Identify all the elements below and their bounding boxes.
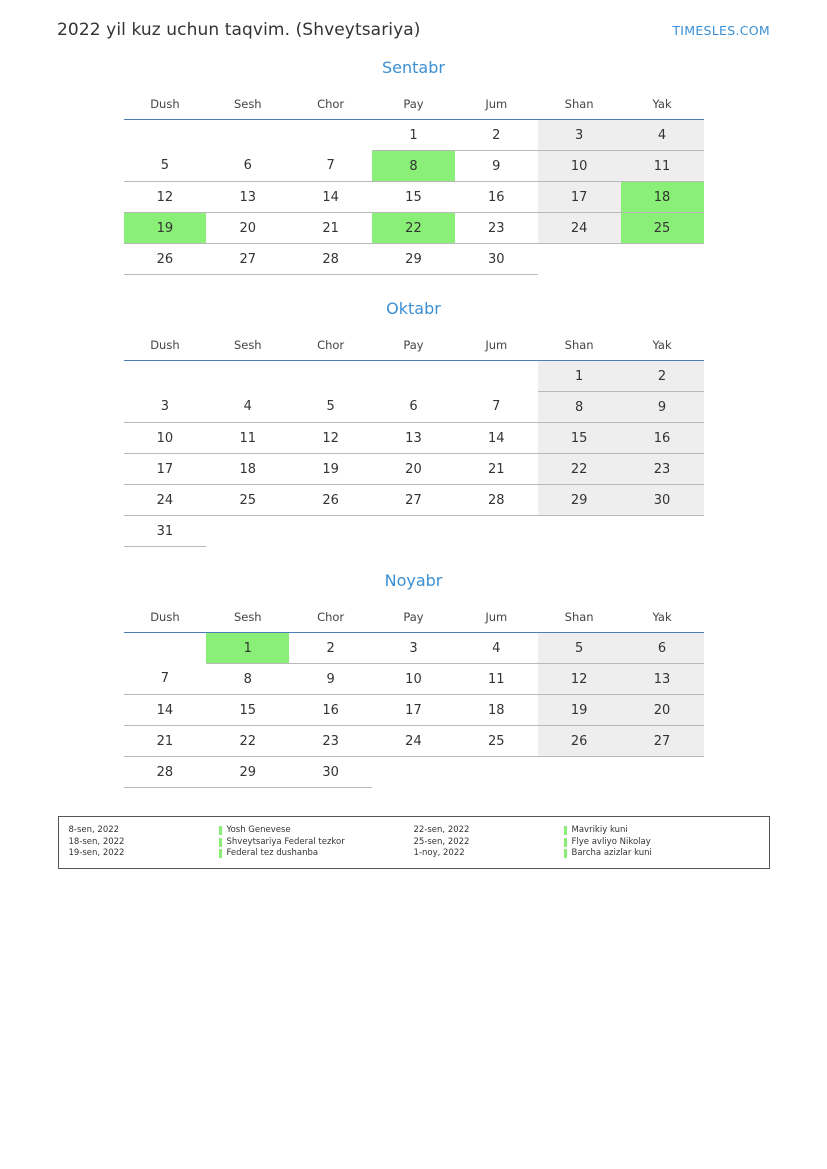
day-cell[interactable]: 20	[206, 213, 289, 244]
legend-holiday-name: Barcha azizlar kuni	[564, 848, 759, 860]
month-title: Noyabr	[384, 571, 443, 590]
day-cell-empty	[289, 361, 372, 392]
day-cell[interactable]: 7	[455, 392, 538, 423]
day-cell[interactable]: 29	[538, 485, 621, 516]
day-cell[interactable]: 7	[289, 151, 372, 182]
weekday-header: Chor	[289, 332, 372, 361]
day-cell[interactable]: 11	[206, 423, 289, 454]
legend-names-right	[564, 825, 759, 860]
day-cell-empty	[124, 361, 207, 392]
day-cell[interactable]: 2	[621, 361, 704, 392]
page-title: 2022 yil kuz uchun taqvim. (Shveytsariya)	[57, 20, 421, 40]
legend-holiday-name: Federal tez dushanba	[219, 848, 414, 860]
week-row	[124, 664, 704, 695]
day-cell[interactable]: 3	[538, 120, 621, 151]
weekday-header: Jum	[455, 604, 538, 633]
day-cell[interactable]: 23	[455, 213, 538, 244]
day-cell[interactable]: 6	[206, 151, 289, 182]
day-cell-empty	[206, 516, 289, 547]
week-row	[124, 695, 704, 726]
day-cell-empty	[621, 516, 704, 547]
month-grid	[124, 332, 704, 547]
day-cell[interactable]: 13	[206, 182, 289, 213]
day-cell[interactable]: 18	[455, 695, 538, 726]
day-cell[interactable]: 20	[372, 454, 455, 485]
day-cell[interactable]: 20	[621, 695, 704, 726]
day-cell-empty	[621, 244, 704, 275]
day-cell[interactable]: 9	[455, 151, 538, 182]
legend-date: 18-sen, 2022	[68, 836, 125, 847]
day-cell-empty	[455, 516, 538, 547]
day-cell-empty	[621, 757, 704, 788]
day-cell[interactable]: 25	[455, 726, 538, 757]
day-cell-empty	[538, 757, 621, 788]
weekday-header: Pay	[372, 604, 455, 633]
week-row	[124, 485, 704, 516]
day-cell[interactable]: 21	[455, 454, 538, 485]
day-cell[interactable]: 26	[124, 244, 207, 275]
day-cell[interactable]: 22	[206, 726, 289, 757]
weekday-header: Shan	[538, 91, 621, 120]
day-cell[interactable]: 3	[124, 392, 207, 423]
legend-column-left	[69, 825, 414, 860]
legend-date: 8-sen, 2022	[68, 825, 120, 835]
day-cell[interactable]: 21	[289, 213, 372, 244]
day-cell-holiday[interactable]: 19	[124, 213, 207, 244]
month-title: Oktabr	[386, 299, 441, 318]
day-cell[interactable]: 8	[206, 664, 289, 695]
day-cell[interactable]: 17	[124, 454, 207, 485]
week-row	[124, 120, 704, 151]
day-cell-empty	[372, 516, 455, 547]
day-cell[interactable]: 10	[124, 423, 207, 454]
month-block	[124, 571, 704, 798]
legend-dates-right	[414, 825, 564, 860]
day-cell-empty	[124, 633, 207, 664]
week-row	[124, 633, 704, 664]
week-row	[124, 516, 704, 547]
day-cell[interactable]: 17	[538, 182, 621, 213]
weekday-header: Shan	[538, 604, 621, 633]
day-cell[interactable]: 17	[372, 695, 455, 726]
day-cell-empty	[455, 757, 538, 788]
day-cell[interactable]: 4	[206, 392, 289, 423]
weekday-header-row	[124, 604, 704, 633]
holiday-legend	[58, 816, 770, 869]
day-cell[interactable]: 30	[621, 485, 704, 516]
weekday-header: Chor	[289, 91, 372, 120]
month-block	[124, 58, 704, 285]
day-cell[interactable]: 27	[621, 726, 704, 757]
weekday-header: Yak	[621, 91, 704, 120]
day-cell-empty	[124, 120, 207, 151]
day-cell[interactable]: 31	[124, 516, 207, 547]
weekday-header: Shan	[538, 332, 621, 361]
legend-names-left	[219, 825, 414, 860]
day-cell-holiday[interactable]: 1	[206, 633, 289, 664]
day-cell-holiday[interactable]: 18	[621, 182, 704, 213]
legend-holiday-name: Mavrikiy kuni	[564, 825, 759, 837]
weekday-header: Jum	[455, 91, 538, 120]
day-cell[interactable]: 24	[124, 485, 207, 516]
page-header	[0, 0, 827, 40]
day-cell[interactable]: 9	[621, 392, 704, 423]
day-cell[interactable]: 27	[372, 485, 455, 516]
day-cell[interactable]: 16	[621, 423, 704, 454]
week-row	[124, 151, 704, 182]
weekday-header: Dush	[124, 91, 207, 120]
month-grid	[124, 91, 704, 275]
weekday-header: Dush	[124, 332, 207, 361]
week-row	[124, 757, 704, 788]
day-cell-holiday[interactable]: 8	[372, 151, 455, 182]
week-row	[124, 213, 704, 244]
day-cell[interactable]: 26	[538, 726, 621, 757]
day-cell[interactable]: 28	[455, 485, 538, 516]
calendars-container	[0, 58, 827, 798]
weekday-header: Chor	[289, 604, 372, 633]
day-cell[interactable]: 16	[455, 182, 538, 213]
week-row	[124, 361, 704, 392]
day-cell-empty	[289, 120, 372, 151]
day-cell[interactable]: 22	[538, 454, 621, 485]
day-cell[interactable]: 9	[289, 664, 372, 695]
day-cell[interactable]: 27	[206, 244, 289, 275]
week-row	[124, 392, 704, 423]
day-cell[interactable]: 1	[538, 361, 621, 392]
day-cell[interactable]: 30	[455, 244, 538, 275]
day-cell[interactable]: 14	[124, 695, 207, 726]
legend-holiday-name: Yosh Genevese	[219, 825, 414, 837]
day-cell[interactable]: 29	[372, 244, 455, 275]
day-cell[interactable]: 21	[124, 726, 207, 757]
day-cell[interactable]: 16	[289, 695, 372, 726]
month-grid	[124, 604, 704, 788]
legend-date: 22-sen, 2022	[413, 825, 470, 835]
day-cell[interactable]: 18	[206, 454, 289, 485]
day-cell[interactable]: 13	[372, 423, 455, 454]
day-cell[interactable]: 5	[289, 392, 372, 423]
day-cell[interactable]: 8	[538, 392, 621, 423]
legend-holiday-name: Flye avliyo Nikolay	[564, 837, 759, 849]
day-cell[interactable]: 19	[538, 695, 621, 726]
day-cell-empty	[455, 361, 538, 392]
day-cell[interactable]: 30	[289, 757, 372, 788]
week-row	[124, 244, 704, 275]
day-cell[interactable]: 15	[206, 695, 289, 726]
day-cell[interactable]: 28	[124, 757, 207, 788]
weekday-header: Jum	[455, 332, 538, 361]
day-cell[interactable]: 10	[538, 151, 621, 182]
day-cell[interactable]: 13	[621, 664, 704, 695]
day-cell[interactable]: 19	[289, 454, 372, 485]
day-cell-empty	[372, 757, 455, 788]
day-cell[interactable]: 15	[538, 423, 621, 454]
day-cell[interactable]: 4	[455, 633, 538, 664]
weekday-header: Pay	[372, 332, 455, 361]
legend-dates-left	[69, 825, 219, 860]
legend-date: 25-sen, 2022	[413, 836, 470, 847]
day-cell[interactable]: 29	[206, 757, 289, 788]
site-brand[interactable]: TIMESLES.COM	[672, 23, 770, 38]
day-cell[interactable]: 11	[621, 151, 704, 182]
month-block	[124, 299, 704, 557]
weekday-header-row	[124, 91, 704, 120]
day-cell[interactable]: 24	[538, 213, 621, 244]
day-cell-empty	[538, 244, 621, 275]
day-cell[interactable]: 4	[621, 120, 704, 151]
day-cell[interactable]: 6	[621, 633, 704, 664]
legend-column-right	[414, 825, 759, 860]
day-cell[interactable]: 10	[372, 664, 455, 695]
day-cell[interactable]: 5	[538, 633, 621, 664]
weekday-header: Sesh	[206, 91, 289, 120]
day-cell[interactable]: 2	[289, 633, 372, 664]
day-cell[interactable]: 28	[289, 244, 372, 275]
day-cell[interactable]: 3	[372, 633, 455, 664]
week-row	[124, 726, 704, 757]
day-cell[interactable]: 23	[621, 454, 704, 485]
day-cell[interactable]: 26	[289, 485, 372, 516]
legend-date: 1-noy, 2022	[413, 848, 465, 858]
day-cell[interactable]: 15	[372, 182, 455, 213]
month-title: Sentabr	[382, 58, 445, 77]
day-cell[interactable]: 5	[124, 151, 207, 182]
day-cell-empty	[289, 516, 372, 547]
day-cell[interactable]: 11	[455, 664, 538, 695]
day-cell[interactable]: 14	[455, 423, 538, 454]
day-cell[interactable]: 2	[455, 120, 538, 151]
weekday-header: Dush	[124, 604, 207, 633]
weekday-header: Sesh	[206, 332, 289, 361]
legend-date: 19-sen, 2022	[68, 848, 125, 858]
day-cell[interactable]: 14	[289, 182, 372, 213]
weekday-header: Pay	[372, 91, 455, 120]
day-cell-empty	[538, 516, 621, 547]
day-cell-holiday[interactable]: 25	[621, 213, 704, 244]
weekday-header: Yak	[621, 332, 704, 361]
week-row	[124, 454, 704, 485]
day-cell[interactable]: 12	[538, 664, 621, 695]
week-row	[124, 182, 704, 213]
day-cell-empty	[206, 120, 289, 151]
day-cell-empty	[206, 361, 289, 392]
day-cell[interactable]: 25	[206, 485, 289, 516]
weekday-header-row	[124, 332, 704, 361]
day-cell[interactable]: 23	[289, 726, 372, 757]
weekday-header: Yak	[621, 604, 704, 633]
day-cell[interactable]: 12	[124, 182, 207, 213]
day-cell[interactable]: 6	[372, 392, 455, 423]
legend-holiday-name: Shveytsariya Federal tezkor	[219, 837, 414, 849]
weekday-header: Sesh	[206, 604, 289, 633]
day-cell[interactable]: 24	[372, 726, 455, 757]
day-cell[interactable]: 1	[372, 120, 455, 151]
day-cell-empty	[372, 361, 455, 392]
day-cell[interactable]: 7	[124, 664, 207, 695]
day-cell[interactable]: 12	[289, 423, 372, 454]
day-cell-holiday[interactable]: 22	[372, 213, 455, 244]
week-row	[124, 423, 704, 454]
